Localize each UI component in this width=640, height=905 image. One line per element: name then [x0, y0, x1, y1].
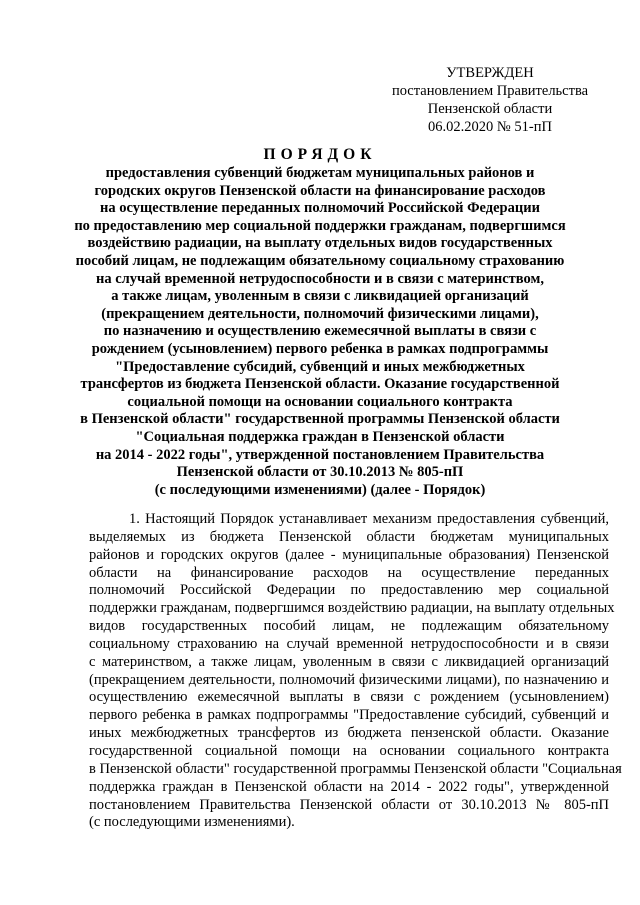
paragraph-line: иных межбюджетных трансфертов из бюджета пензенской области. Оказание [89, 725, 609, 742]
document-heading [60, 165, 580, 499]
clause-1-paragraph [89, 511, 622, 832]
paragraph-line: первого ребенка в рамках подпрограммы "Предоставление субсидий, субвенций и [89, 707, 609, 724]
heading-line: по предоставлению мер социальной поддержки гражданам, подвергшимся [74, 217, 566, 234]
heading-line: на случай временной нетрудоспособности и в связи с материнством, [95, 270, 544, 287]
heading-line: по назначению и осуществлению ежемесячной выплаты в связи с [103, 323, 537, 340]
approval-line: Пензенской области [427, 101, 553, 117]
heading-line: на 2014 - 2022 годы", утвержденной постановлением Правительства [95, 446, 545, 463]
paragraph-line: осуществлению ежемесячной выплаты в связи с рождением (усыновлением) [89, 689, 609, 706]
heading-line: в Пензенской области" государственной программы Пензенской области [80, 411, 560, 428]
heading-line: городских округов Пензенской области на финансирование расходов [94, 182, 546, 199]
paragraph-line: (прекращением деятельности, полномочий физическими лицами), по назначению и [89, 671, 609, 688]
heading-line: "Социальная поддержка граждан в Пензенской области [135, 428, 505, 445]
heading-line: а также лицам, уволенным в связи с ликвидацией организаций [111, 288, 529, 305]
heading-line: рождением (усыновлением) первого ребенка в рамках подпрограммы [91, 340, 549, 357]
paragraph-line: 1. Настоящий Порядок устанавливает механизм предоставления субвенций, [129, 511, 609, 527]
paragraph-line: постановлением Правительства Пензенской области от 30.10.2013 № 805-пП [89, 796, 609, 813]
approval-date-number: 06.02.2020 № 51-пП [428, 119, 552, 135]
heading-line: воздействию радиации, на выплату отдельных видов государственных [87, 235, 553, 252]
paragraph-line: с материнством, а также лицам, уволенным в связи с ликвидацией организаций [89, 653, 609, 670]
paragraph-line: государственной социальной помощи на основании социального контракта [89, 742, 609, 759]
heading-line: (с последующими изменениями) (далее - Порядок) [154, 481, 486, 498]
paragraph-line: (с последующими изменениями). [89, 814, 295, 831]
approval-stamp [380, 64, 600, 136]
paragraph-line: социальному страхованию на случай временной нетрудоспособности и в связи [89, 635, 609, 652]
heading-line: трансфертов из бюджета Пензенской области. Оказание государственной [80, 376, 560, 393]
paragraph-line: видов государственных пособий лицам, не подлежащим обязательному [89, 618, 609, 635]
paragraph-line: районов и городских округов (далее - муниципальные образования) Пензенской [89, 546, 609, 563]
paragraph-line: в Пензенской области" государственной программы Пензенской области "Социальная [89, 760, 622, 777]
heading-line: предоставления субвенций бюджетам муниципальных районов и [105, 165, 535, 181]
approval-line: УТВЕРЖДЕН [446, 65, 534, 81]
approval-line: постановлением Правительства [391, 83, 589, 99]
paragraph-line: поддержка граждан в Пензенской области на 2014 - 2022 годы", утвержденной [89, 778, 609, 795]
paragraph-line: поддержки гражданам, подвергшимся воздействию радиации, на выплату отдельных [89, 600, 615, 617]
heading-line: (прекращением деятельности, полномочий физическими лицами), [101, 305, 539, 322]
document-title: ПОРЯДОК [263, 146, 377, 163]
paragraph-line: полномочий Российской Федерации по предоставлению мер социальной [89, 582, 609, 599]
heading-line: на осуществление переданных полномочий Российской Федерации [100, 200, 540, 217]
paragraph-line: выделяемых из бюджета Пензенской области бюджетам муниципальных [89, 528, 609, 545]
heading-line: "Предоставление субсидий, субвенций и иных межбюджетных [115, 358, 525, 375]
paragraph-line: области на финансирование расходов на осуществление переданных [89, 564, 609, 581]
heading-line: социальной помощи на основании социального контракта [127, 393, 513, 410]
heading-line: пособий лицам, не подлежащим обязательному социальному страхованию [75, 252, 565, 269]
heading-line: Пензенской области от 30.10.2013 № 805-пП [176, 464, 464, 481]
